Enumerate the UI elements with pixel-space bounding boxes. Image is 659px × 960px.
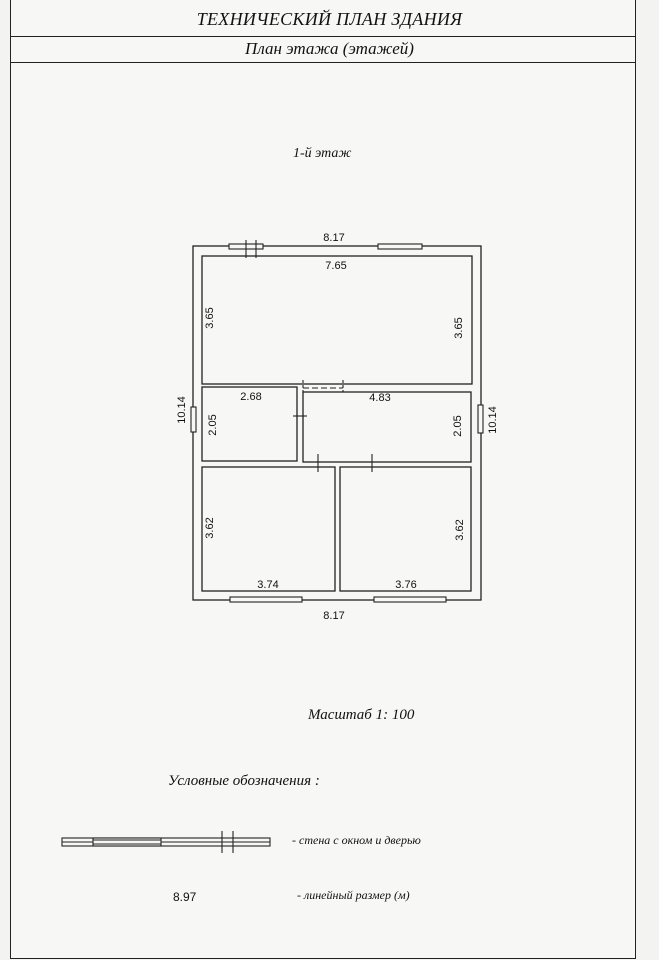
legend-wall-text: - стена с окном и дверью — [292, 833, 421, 847]
dim-room4-width: 3.74 — [257, 579, 279, 591]
legend-title: Условные обозначения : — [168, 773, 320, 789]
dim-room2-height: 2.05 — [207, 414, 219, 436]
window-left — [191, 407, 196, 432]
scale-label: Масштаб 1: 100 — [308, 707, 415, 723]
window-bottom-2 — [374, 597, 446, 602]
floor-label: 1-й этаж — [293, 146, 352, 161]
room-1 — [202, 256, 472, 384]
window-bottom-1 — [230, 597, 302, 602]
room-4 — [202, 467, 335, 591]
dim-outer-right: 10.14 — [487, 406, 499, 434]
legend-size-text: - линейный размер (м) — [297, 888, 410, 902]
outer-wall — [193, 246, 481, 600]
dim-room3-height: 2.05 — [452, 415, 464, 437]
dim-room1-height-right: 3.65 — [453, 317, 465, 339]
dim-room1-width: 7.65 — [325, 260, 347, 272]
dim-room4-height: 3.62 — [204, 517, 216, 539]
dim-outer-left: 10.14 — [176, 396, 188, 424]
window-right — [478, 405, 483, 433]
room-5 — [340, 467, 471, 591]
document-subtitle: План этажа (этажей) — [245, 39, 414, 58]
dim-room3-width: 4.83 — [369, 392, 391, 404]
dim-outer-bottom: 8.17 — [323, 610, 345, 622]
dim-room1-height-left: 3.65 — [204, 307, 216, 329]
dim-room5-height: 3.62 — [454, 519, 466, 541]
dim-room5-width: 3.76 — [395, 579, 417, 591]
window-top-2 — [378, 244, 422, 249]
legend-wall-symbol — [62, 831, 270, 853]
legend-size-example: 8.97 — [173, 890, 197, 904]
dim-room2-width: 2.68 — [240, 391, 262, 403]
dim-outer-top: 8.17 — [323, 232, 345, 244]
document-title: ТЕХНИЧЕСКИЙ ПЛАН ЗДАНИЯ — [196, 9, 463, 29]
